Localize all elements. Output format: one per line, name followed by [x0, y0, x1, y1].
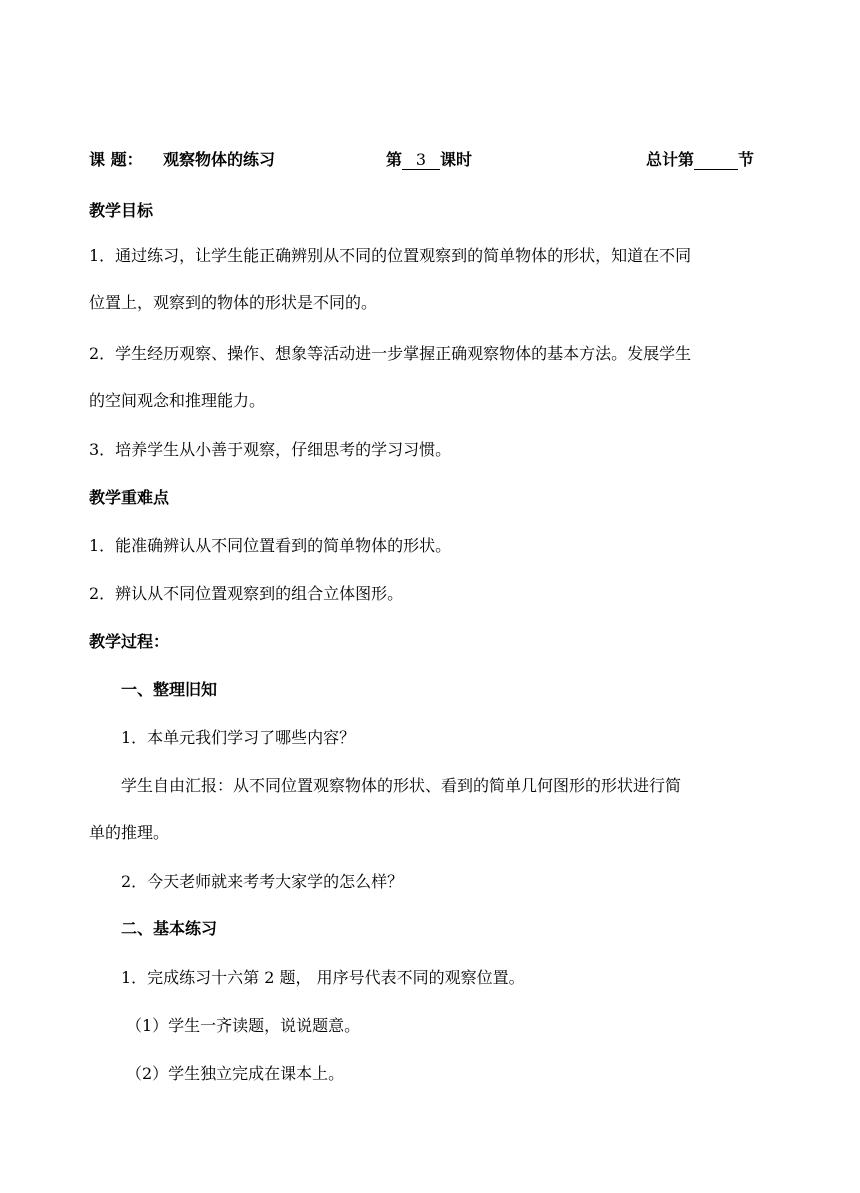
key-point-1: 1．能准确辨认从不同位置看到的简单物体的形状。	[89, 536, 452, 555]
key-point-2: 2．辨认从不同位置观察到的组合立体图形。	[89, 584, 404, 603]
section-title-key-points: 教学重难点	[89, 488, 170, 507]
process-part-1-title: 一、整理旧知	[121, 680, 218, 699]
total-prefix: 总计第	[646, 150, 695, 169]
process-part-2-title: 二、基本练习	[121, 919, 218, 938]
topic-label: 课 题：	[89, 150, 143, 169]
goal-item-1-line-1: 1．通过练习，让学生能正确辨别从不同的位置观察到的简单物体的形状，知道在不同	[89, 246, 692, 265]
process-part-1-question-1: 1．本单元我们学习了哪些内容？	[121, 728, 356, 747]
lesson-count	[386, 150, 472, 170]
process-part-2-item-1: 1．完成练习十六第 2 题， 用序号代表不同的观察位置。	[121, 968, 525, 987]
section-title-process: 教学过程：	[89, 632, 170, 651]
goal-item-3: 3．培养学生从小善于观察，仔细思考的学习习惯。	[89, 440, 452, 459]
total-count	[646, 150, 754, 170]
process-part-2-step-2: （2）学生独立完成在课本上。	[126, 1064, 345, 1083]
total-suffix: 节	[738, 150, 755, 169]
process-part-2-step-1: （1）学生一齐读题，说说题意。	[126, 1016, 361, 1035]
goal-item-2-line-2: 的空间观念和推理能力。	[89, 391, 266, 410]
lesson-number: 3	[402, 151, 440, 170]
total-number-blank	[694, 151, 738, 170]
process-part-1-answer-line-1: 学生自由汇报：从不同位置观察物体的形状、看到的简单几何图形的形状进行简	[121, 776, 682, 795]
lesson-prefix: 第	[386, 150, 403, 169]
section-title-goals: 教学目标	[89, 201, 154, 220]
topic-value: 观察物体的练习	[163, 150, 276, 169]
process-part-1-answer-line-2: 单的推理。	[89, 823, 170, 842]
goal-item-1-line-2: 位置上，观察到的物体的形状是不同的。	[89, 293, 378, 312]
lesson-suffix: 课时	[440, 150, 473, 169]
process-part-1-question-2: 2．今天老师就来考考大家学的怎么样？	[121, 872, 404, 891]
goal-item-2-line-1: 2．学生经历观察、操作、想象等活动进一步掌握正确观察物体的基本方法。发展学生	[89, 344, 692, 363]
